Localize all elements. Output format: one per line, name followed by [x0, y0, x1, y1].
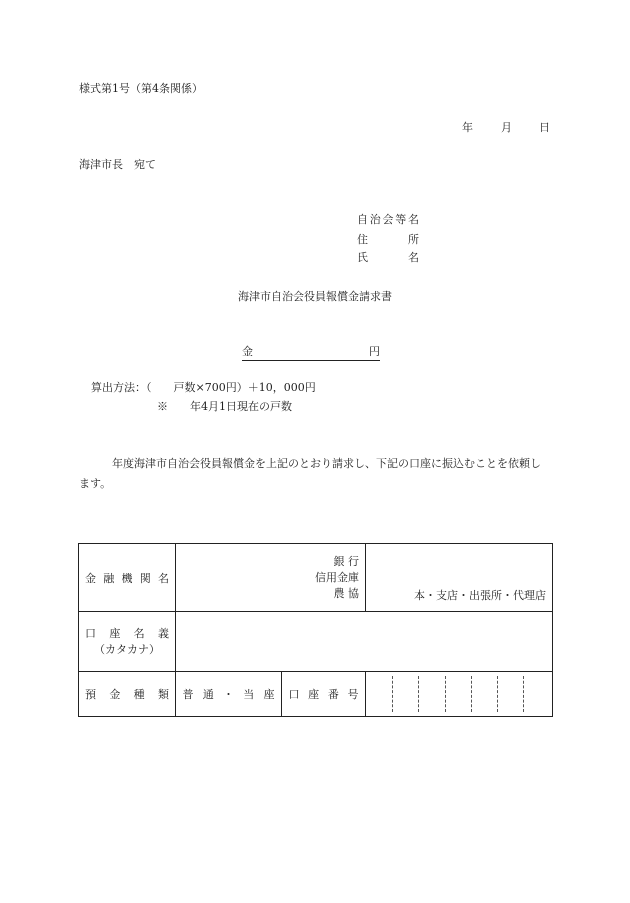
digit-divider [445, 676, 446, 712]
deposit-types: 普通・当座 [182, 688, 275, 701]
bank-account-table [78, 543, 553, 717]
address-field [357, 231, 419, 247]
request-text: 年度海津市自治会役員報償金を上記のとおり請求し、下記の口座に振込むことを依頼します。 [79, 457, 541, 490]
deposit-type-options[interactable] [176, 672, 282, 717]
account-name-kana: （カタカナ） [94, 642, 160, 656]
branch-types: 本・支店・出張所・代理店 [414, 589, 546, 602]
account-name-label: 口座名義 [85, 626, 169, 640]
digit-divider [471, 676, 472, 712]
date-line [462, 119, 550, 135]
document-title: 海津市自治会役員報償金請求書 [238, 290, 392, 303]
name-field [357, 249, 419, 265]
amount-line [242, 343, 380, 361]
digit-divider [497, 676, 498, 712]
form-number: 様式第1号（第4条関係） [79, 82, 203, 95]
deposit-type-label: 預金種類 [85, 688, 169, 701]
account-name-input[interactable] [176, 612, 553, 672]
institution-label: 金融機関名 [85, 571, 169, 585]
digit-divider [392, 676, 393, 712]
date-month: 月 [501, 121, 512, 134]
org-name-label: 自治会等名 [357, 213, 419, 226]
branch-cell [366, 544, 553, 612]
amount-suffix: 円 [369, 345, 380, 358]
addressee: 海津市長 宛て [79, 158, 156, 171]
calc-method: 算出方法：（ 戸数×700円）＋10，000円 [91, 381, 316, 394]
institution-label-cell [79, 544, 176, 612]
institution-type-cell [176, 544, 366, 612]
account-name-label-cell [79, 612, 176, 672]
amount-prefix: 金 [242, 345, 253, 358]
nokyo-label: 農 協 [333, 586, 359, 600]
household-note: ※ 年4月1日現在の戸数 [157, 400, 292, 413]
address-label: 住所 [357, 233, 419, 246]
shinkin-label: 信用金庫 [315, 570, 359, 584]
date-year: 年 [462, 121, 473, 134]
org-name-field [357, 211, 419, 227]
account-number-label: 口座番号 [288, 688, 359, 701]
digit-divider [418, 676, 419, 712]
date-day: 日 [539, 121, 550, 134]
name-label: 氏名 [357, 251, 419, 264]
deposit-type-label-cell [79, 672, 176, 717]
account-number-input[interactable] [366, 672, 553, 717]
bank-label: 銀 行 [333, 554, 359, 568]
digit-divider [523, 676, 524, 712]
account-number-label-cell [282, 672, 366, 717]
